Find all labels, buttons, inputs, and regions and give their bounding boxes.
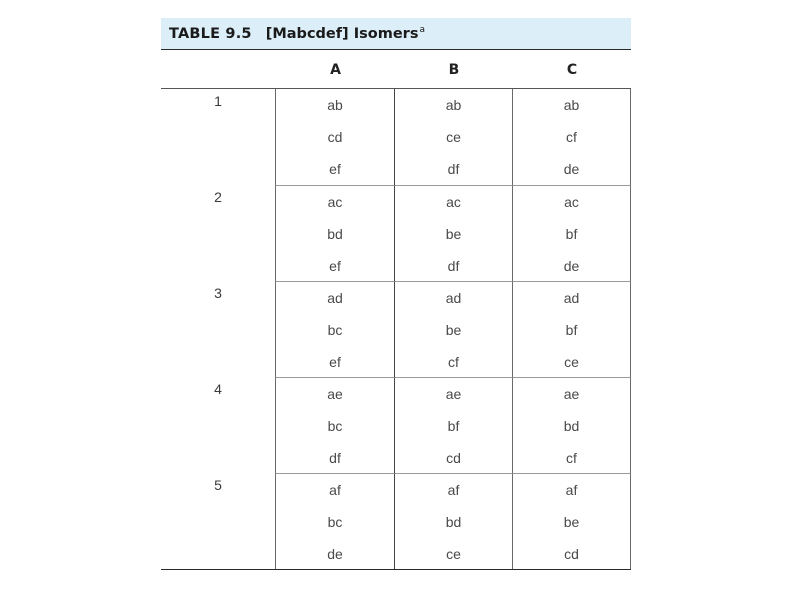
- cell-column-c: [512, 473, 631, 569]
- isomer-group: [161, 89, 631, 185]
- cell-column-c: [512, 185, 631, 281]
- table-cell: be: [445, 322, 462, 338]
- table-cell: ef: [329, 354, 341, 370]
- table-cell: de: [563, 258, 580, 274]
- column-header-b: B: [448, 62, 460, 78]
- table-cell: af: [447, 482, 460, 498]
- table-cell: ab: [445, 97, 462, 113]
- table-cell: de: [563, 161, 580, 177]
- table-cell: be: [563, 514, 580, 530]
- table-cell: cd: [446, 450, 461, 466]
- table-cell: bc: [327, 418, 343, 434]
- table-cell: ac: [446, 194, 461, 210]
- column-header-row: [161, 50, 631, 89]
- table-cell: bf: [565, 226, 578, 242]
- isomer-group: [161, 281, 631, 377]
- table-cell: ad: [445, 290, 462, 306]
- table-cell: cf: [566, 450, 577, 466]
- table-cell: ab: [327, 97, 343, 113]
- table-cell: bc: [327, 322, 343, 338]
- table-title-bar: [161, 18, 631, 50]
- table-cell: ad: [563, 290, 580, 306]
- table-cell: de: [327, 546, 343, 562]
- table-title: [266, 25, 425, 42]
- group-number: 1: [214, 93, 222, 109]
- cell-column-b: [394, 185, 512, 281]
- table-cell: cd: [327, 129, 343, 145]
- table-body: [161, 89, 631, 570]
- table-cell: ce: [446, 546, 461, 562]
- table-cell: df: [329, 450, 341, 466]
- cell-column-b: [394, 473, 512, 569]
- table-cell: af: [565, 482, 578, 498]
- group-number: 3: [214, 285, 222, 301]
- cell-column-a: [275, 281, 394, 377]
- table-cell: ae: [563, 386, 580, 402]
- cell-column-c: [512, 89, 631, 185]
- cell-column-b: [394, 89, 512, 185]
- table-cell: ce: [446, 129, 461, 145]
- isomer-table: [161, 18, 631, 570]
- table-cell: df: [447, 258, 460, 274]
- table-cell: ab: [563, 97, 580, 113]
- table-cell: ac: [564, 194, 579, 210]
- isomer-group: [161, 377, 631, 473]
- cell-column-b: [394, 377, 512, 473]
- table-cell: be: [445, 226, 462, 242]
- table-cell: cd: [564, 546, 579, 562]
- cell-column-a: [275, 185, 394, 281]
- cell-column-a: [275, 473, 394, 569]
- isomer-group: [161, 473, 631, 569]
- table-cell: ae: [327, 386, 343, 402]
- table-cell: bf: [565, 322, 578, 338]
- table-cell: bc: [327, 514, 343, 530]
- isomer-group: [161, 185, 631, 281]
- cell-column-a: [275, 377, 394, 473]
- group-number: 2: [214, 189, 222, 205]
- cell-column-c: [512, 377, 631, 473]
- table-cell: ef: [329, 258, 341, 274]
- cell-column-b: [394, 281, 512, 377]
- table-cell: ef: [329, 161, 341, 177]
- column-header-c: C: [566, 62, 578, 78]
- table-cell: cf: [566, 129, 577, 145]
- cell-column-a: [275, 89, 394, 185]
- table-cell: cf: [448, 354, 459, 370]
- table-cell: bd: [327, 226, 343, 242]
- table-cell: ac: [327, 194, 343, 210]
- column-header-a: A: [330, 62, 341, 78]
- table-label: TABLE 9.5: [169, 25, 252, 42]
- table-cell: bf: [447, 418, 460, 434]
- table-cell: bd: [563, 418, 580, 434]
- group-number: 4: [214, 381, 222, 397]
- table-title-text: [Mabcdef] Isomers: [265, 26, 419, 42]
- table-cell: df: [447, 161, 460, 177]
- table-cell: ae: [445, 386, 462, 402]
- table-cell: af: [329, 482, 341, 498]
- table-cell: ad: [327, 290, 343, 306]
- cell-column-c: [512, 281, 631, 377]
- group-number: 5: [214, 477, 222, 493]
- title-footnote-marker: a: [419, 25, 425, 35]
- table-cell: bd: [445, 514, 462, 530]
- table-cell: ce: [564, 354, 579, 370]
